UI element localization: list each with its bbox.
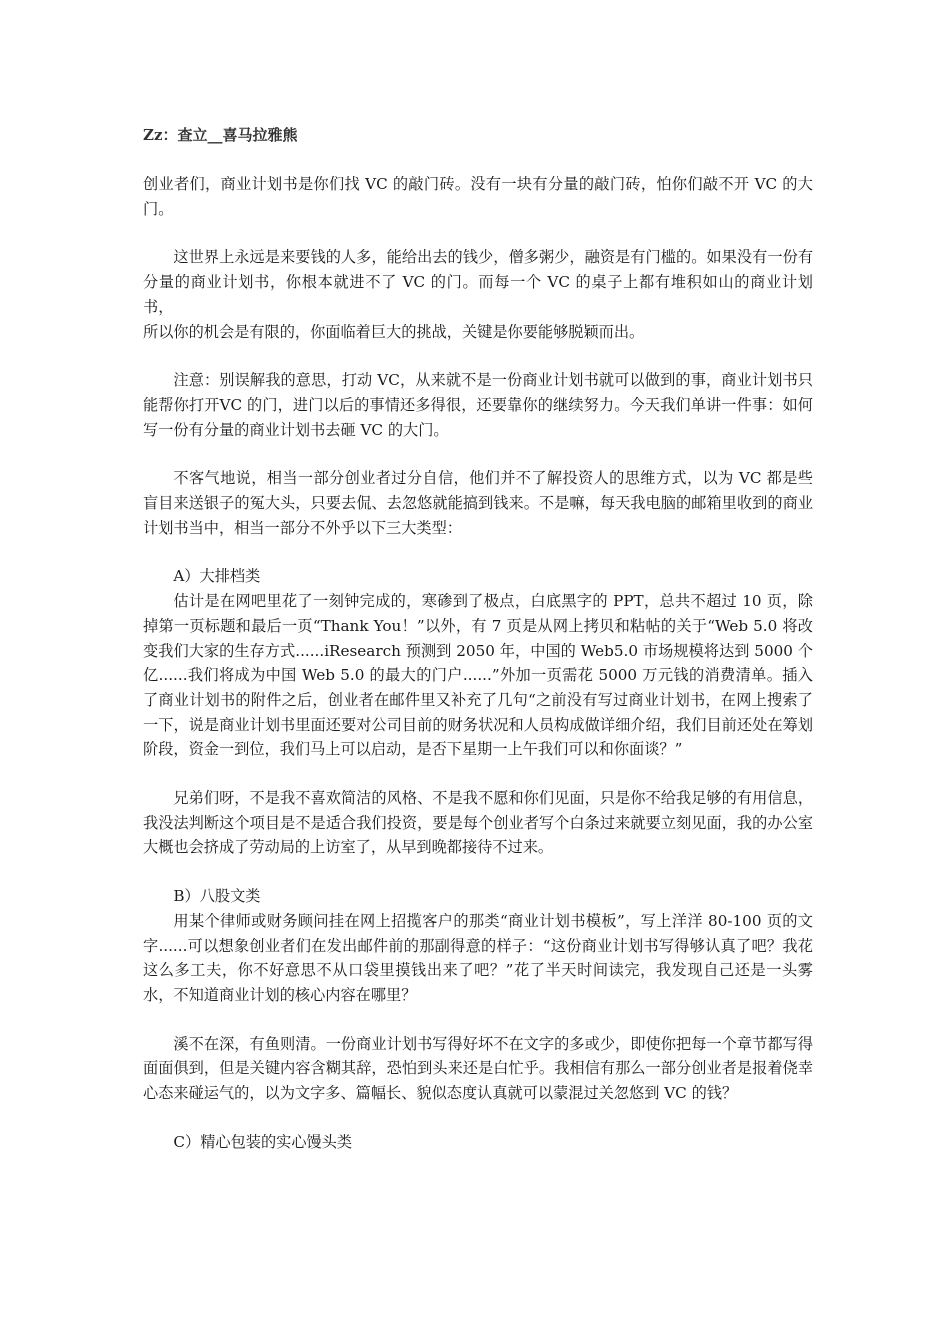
section-b-follow bbox=[143, 1032, 813, 1106]
section-b-heading: B）八股文类 bbox=[173, 887, 261, 906]
document-title: Zz：查立__喜马拉雅熊 bbox=[143, 126, 298, 144]
section-a-heading: A）大排档类 bbox=[173, 567, 261, 586]
paragraph-text: 溪不在深，有鱼则清。一份商业计划书写得好坏不在文字的多或少，即使你把每一个章节都写得面面俱到，但是关键内容含糊其辞，恐怕到头来还是白忙乎。我相信有那么一部分创业者是报着侥幸心态来碰运气的，以为文字多、篇幅长、貌似态度认真就可以蒙混过关忽悠到 VC 的钱？ bbox=[143, 1034, 813, 1103]
section-a-follow bbox=[143, 786, 813, 860]
section-a-body bbox=[143, 589, 813, 762]
paragraph-threshold bbox=[143, 245, 813, 319]
paragraph-threshold-cont bbox=[143, 320, 813, 345]
paragraph-text: 估计是在网吧里花了一刻钟完成的，寒碜到了极点，白底黑字的 PPT，总共不超过 10 页，除掉第一页标题和最后一页“Thank You！”以外，有 7 页是从网上拷贝和粘帖的关于“Web 5.0 将改变我们大家的生存方式......iResearch 预测到 2050 年，中国的 Web5.0 市场规模将达到 5000 个亿......我们将成为中国 Web 5.0 的最大的门户......”外加一页需花 5000 万元钱的消费清单。插入了商业计划书的附件之后，创业者在邮件里又补充了几句“之前没有写过商业计划书，在网上搜索了一下，说是商业计划书里面还要对公司目前的财务状况和人员构成做详细介绍，我们目前还处在筹划阶段，资金一到位，我们马上可以启动，是否下星期一上午我们可以和你面谈？” bbox=[143, 592, 813, 759]
paragraph-text: 所以你的机会是有限的，你面临着巨大的挑战，关键是你要能够脱颖而出。 bbox=[143, 322, 645, 341]
paragraph-intro bbox=[143, 172, 813, 221]
paragraph-text: 创业者们，商业计划书是你们找 VC 的敲门砖。没有一块有分量的敲门砖，怕你们敲不开 VC 的大门。 bbox=[143, 175, 813, 218]
paragraph-text: 用某个律师或财务顾问挂在网上招揽客户的那类“商业计划书模板”，写上洋洋 80-100 页的文字......可以想象创业者们在发出邮件前的那副得意的样子：“这份商业计划书写得够认真了吧？我花这么多工夫，你不好意思不从口袋里摸钱出来了吧？”花了半天时间读完，我发现自己还是一头雾水，不知道商业计划的核心内容在哪里？ bbox=[143, 911, 813, 1004]
paragraph-text: 这世界上永远是来要钱的人多，能给出去的钱少，僧多粥少，融资是有门槛的。如果没有一份有分量的商业计划书，你根本就进不了 VC 的门。而每一个 VC 的桌子上都有堆积如山的商业计划书， bbox=[143, 248, 813, 316]
paragraph-text: 兄弟们呀，不是我不喜欢简洁的风格、不是我不愿和你们见面，只是你不给我足够的有用信息，我没法判断这个项目是不是适合我们投资，要是每个创业者写个白条过来就要立刻见面，我的办公室大概也会挤成了劳动局的上访室了，从早到晚都接待不过来。 bbox=[143, 789, 813, 857]
section-c-heading: C）精心包装的实心馒头类 bbox=[173, 1132, 353, 1151]
paragraph-overconfidence bbox=[143, 466, 813, 540]
section-b-body bbox=[143, 909, 813, 1008]
paragraph-text: 注意：别误解我的意思，打动 VC，从来就不是一份商业计划书就可以做到的事，商业计划书只能帮你打开VC 的门，进门以后的事情还多得很，还要靠你的继续努力。今天我们单讲一件事：如何写一份有分量的商业计划书去砸 VC 的大门。 bbox=[143, 371, 813, 439]
document-body bbox=[143, 172, 813, 1155]
paragraph-text: 不客气地说，相当一部分创业者过分自信，他们并不了解投资人的思维方式，以为 VC 都是些盲目来送银子的冤大头，只要去侃、去忽悠就能搞到钱来。不是嘛，每天我电脑的邮箱里收到的商业计划书当中，相当一部分不外乎以下三大类型： bbox=[143, 469, 813, 537]
paragraph-notice bbox=[143, 368, 813, 442]
